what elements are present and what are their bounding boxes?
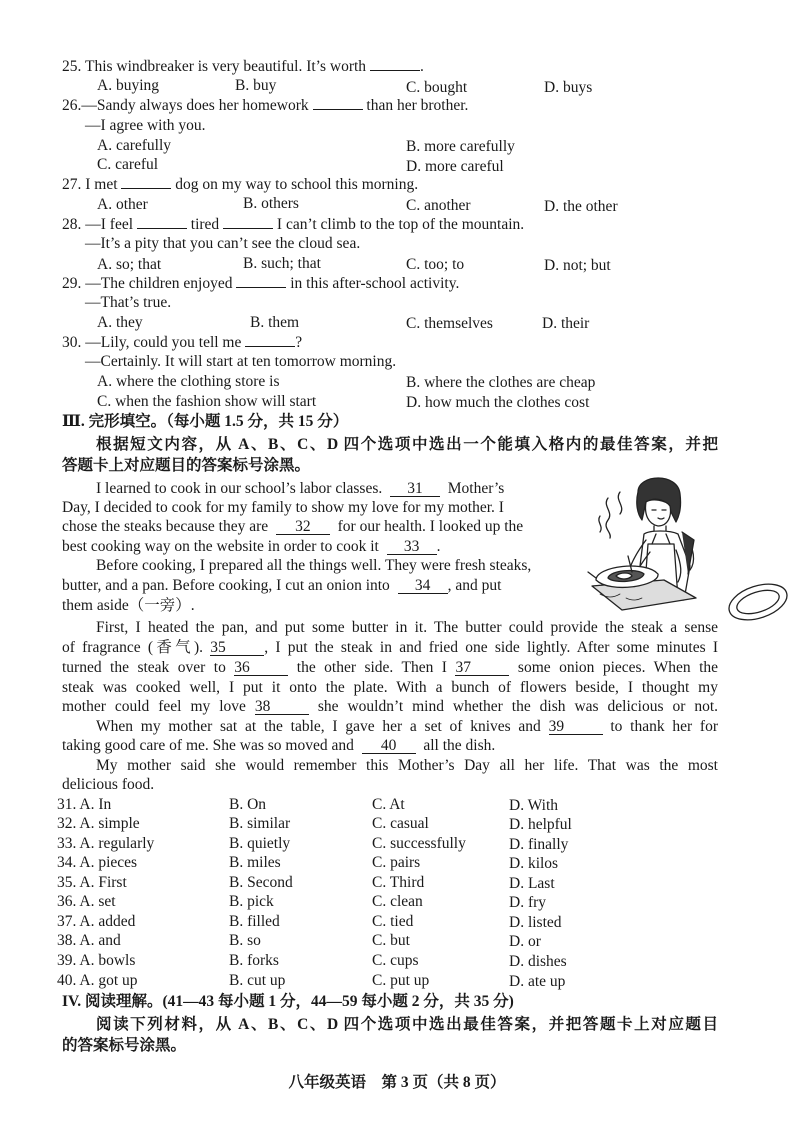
q28-option-c: C. too; to <box>406 256 465 273</box>
option-33-a: 33. A. regularly <box>57 835 155 852</box>
q25-option-b: B. buy <box>235 77 277 94</box>
option-35-a: 35. A. First <box>57 874 127 891</box>
q26-option-a: A. carefully <box>97 137 172 154</box>
blank-31: 31 <box>390 481 440 497</box>
blank-35: 35 <box>210 640 264 656</box>
option-34-b: B. miles <box>229 854 281 871</box>
option-31-d: D. With <box>509 797 559 814</box>
option-38-c: C. but <box>372 932 410 949</box>
q30-stem: 30. —Lily, could you tell me ? <box>62 334 303 351</box>
q27-option-b: B. others <box>243 195 299 212</box>
passage-line: chose the steaks because they are 32 for our health. I looked up the <box>62 518 524 535</box>
q26-option-c: C. careful <box>97 156 159 173</box>
option-36-b: B. pick <box>229 893 274 910</box>
passage-line: steak was cooked well, I put it onto the plate. With a bunch of flowers beside, I thought my <box>62 679 718 696</box>
blank-36: 36 <box>234 660 288 676</box>
q27-option-c: C. another <box>406 197 471 214</box>
blank-33: 33 <box>387 539 437 555</box>
passage-line: turned the steak over to 36 the other side. Then I 37 some onion pieces. When the <box>62 659 719 676</box>
q27-stem: 27. I met dog on my way to school this morning. <box>62 176 419 193</box>
q28-reply: —It’s a pity that you can’t see the cloud sea. <box>85 235 361 252</box>
option-38-b: B. so <box>229 932 261 949</box>
passage-line: Before cooking, I prepared all the things well. They were fresh steaks, <box>96 557 532 574</box>
option-39-a: 39. A. bowls <box>57 952 136 969</box>
option-36-a: 36. A. set <box>57 893 116 910</box>
passage-line: When my mother sat at the table, I gave her a set of knives and 39 to thank her for <box>96 718 718 735</box>
section-3-instruction-line2: 答题卡上对应题目的答案标号涂黑。 <box>62 457 311 474</box>
passage-line: First, I heated the pan, and put some butter in it. The butter could provide the steak a sense <box>96 619 718 636</box>
q25-stem: 25. This windbreaker is very beautiful. It’s worth . <box>62 58 424 75</box>
passage-line: delicious food. <box>62 776 155 793</box>
q25-option-c: C. bought <box>406 79 468 96</box>
option-31-c: C. At <box>372 796 405 813</box>
q29-reply: —That’s true. <box>85 294 172 311</box>
option-33-b: B. quietly <box>229 835 291 852</box>
option-32-d: D. helpful <box>509 816 572 833</box>
passage-line: My mother said she would remember this Mother’s Day all her life. That was the most <box>96 757 718 774</box>
q25-option-a: A. buying <box>97 77 159 94</box>
option-32-c: C. casual <box>372 815 429 832</box>
blank-32: 32 <box>276 519 330 535</box>
q26-option-b: B. more carefully <box>406 138 515 155</box>
option-37-b: B. filled <box>229 913 280 930</box>
blank-39: 39 <box>549 719 603 735</box>
cooking-illustration <box>586 470 794 640</box>
option-35-b: B. Second <box>229 874 293 891</box>
section-4-heading: IV. 阅读理解。(41—43 每小题 1 分，44—59 每小题 2 分，共 35 分) <box>62 993 514 1010</box>
option-40-c: C. put up <box>372 972 430 989</box>
section-4-instruction-line1: 阅读下列材料，从 A、B、C、D 四个选项中选出最佳答案，并把答题卡上对应题目 <box>96 1016 718 1033</box>
q30-option-d: D. how much the clothes cost <box>406 394 590 411</box>
option-33-c: C. successfully <box>372 835 466 852</box>
q28-option-d: D. not; but <box>544 257 611 274</box>
option-37-d: D. listed <box>509 914 562 931</box>
passage-line: Day, I decided to cook for my family to show my love for my mother. I <box>62 499 504 516</box>
q29-option-c: C. themselves <box>406 315 493 332</box>
option-40-d: D. ate up <box>509 973 566 990</box>
passage-line: I learned to cook in our school’s labor classes. 31 Mother’s <box>96 480 505 497</box>
q29-option-d: D. their <box>542 315 590 332</box>
section-3-instruction-line1: 根据短文内容，从 A、B、C、D 四个选项中选出一个能填入格内的最佳答案，并把 <box>96 436 718 453</box>
q28-option-a: A. so; that <box>97 256 162 273</box>
option-37-a: 37. A. added <box>57 913 136 930</box>
passage-line: them aside（一旁）. <box>62 597 195 614</box>
section-4-instruction-line2: 的答案标号涂黑。 <box>62 1037 187 1054</box>
option-35-c: C. Third <box>372 874 425 891</box>
option-31-b: B. On <box>229 796 267 813</box>
option-37-c: C. tied <box>372 913 414 930</box>
option-32-a: 32. A. simple <box>57 815 140 832</box>
q29-option-b: B. them <box>250 314 300 331</box>
option-31-a: 31. A. In <box>57 796 112 813</box>
option-40-b: B. cut up <box>229 972 286 989</box>
option-34-d: D. kilos <box>509 855 559 872</box>
option-39-d: D. dishes <box>509 953 567 970</box>
option-39-b: B. forks <box>229 952 279 969</box>
option-33-d: D. finally <box>509 836 569 853</box>
passage-line: taking good care of me. She was so moved and 40 all the dish. <box>62 737 496 754</box>
q30-option-c: C. when the fashion show will start <box>97 393 317 410</box>
passage-line: best cooking way on the website in order to cook it 33 . <box>62 538 441 555</box>
option-39-c: C. cups <box>372 952 419 969</box>
q26-stem: 26.—Sandy always does her homework than her brother. <box>62 97 469 114</box>
option-38-a: 38. A. and <box>57 932 121 949</box>
q25-option-d: D. buys <box>544 79 593 96</box>
q30-option-b: B. where the clothes are cheap <box>406 374 596 391</box>
blank-38: 38 <box>255 699 309 715</box>
option-34-c: C. pairs <box>372 854 421 871</box>
q26-option-d: D. more careful <box>406 158 504 175</box>
blank-37: 37 <box>455 660 509 676</box>
section-3-heading: Ⅲ. 完形填空。（每小题 1.5 分，共 15 分） <box>62 413 349 430</box>
q28-stem: 28. —I feel tired I can’t climb to the top of the mountain. <box>62 216 525 233</box>
option-35-d: D. Last <box>509 875 555 892</box>
option-36-d: D. fry <box>509 894 547 911</box>
blank-34: 34 <box>398 578 448 594</box>
option-38-d: D. or <box>509 933 541 950</box>
q30-option-a: A. where the clothing store is <box>97 373 280 390</box>
q28-option-b: B. such; that <box>243 255 321 272</box>
q27-option-d: D. the other <box>544 198 618 215</box>
option-40-a: 40. A. got up <box>57 972 138 989</box>
q27-option-a: A. other <box>97 196 148 213</box>
passage-line: mother could feel my love 38 she wouldn’t mind whether the dish was delicious or not. <box>62 698 719 715</box>
q29-stem: 29. —The children enjoyed in this after-school activity. <box>62 275 460 292</box>
option-32-b: B. similar <box>229 815 291 832</box>
q29-option-a: A. they <box>97 314 143 331</box>
passage-line: of fragrance (香气). 35 , I put the steak in and fried one side lightly. After some minutes I <box>62 639 719 656</box>
page-footer: 八年级英语 第 3 页（共 8 页） <box>288 1074 506 1091</box>
q30-reply: —Certainly. It will start at ten tomorrow morning. <box>85 353 397 370</box>
option-36-c: C. clean <box>372 893 423 910</box>
blank-40: 40 <box>362 738 416 754</box>
passage-line: butter, and a pan. Before cooking, I cut an onion into 34 , and put <box>62 577 502 594</box>
q26-reply: —I agree with you. <box>85 117 206 134</box>
option-34-a: 34. A. pieces <box>57 854 138 871</box>
